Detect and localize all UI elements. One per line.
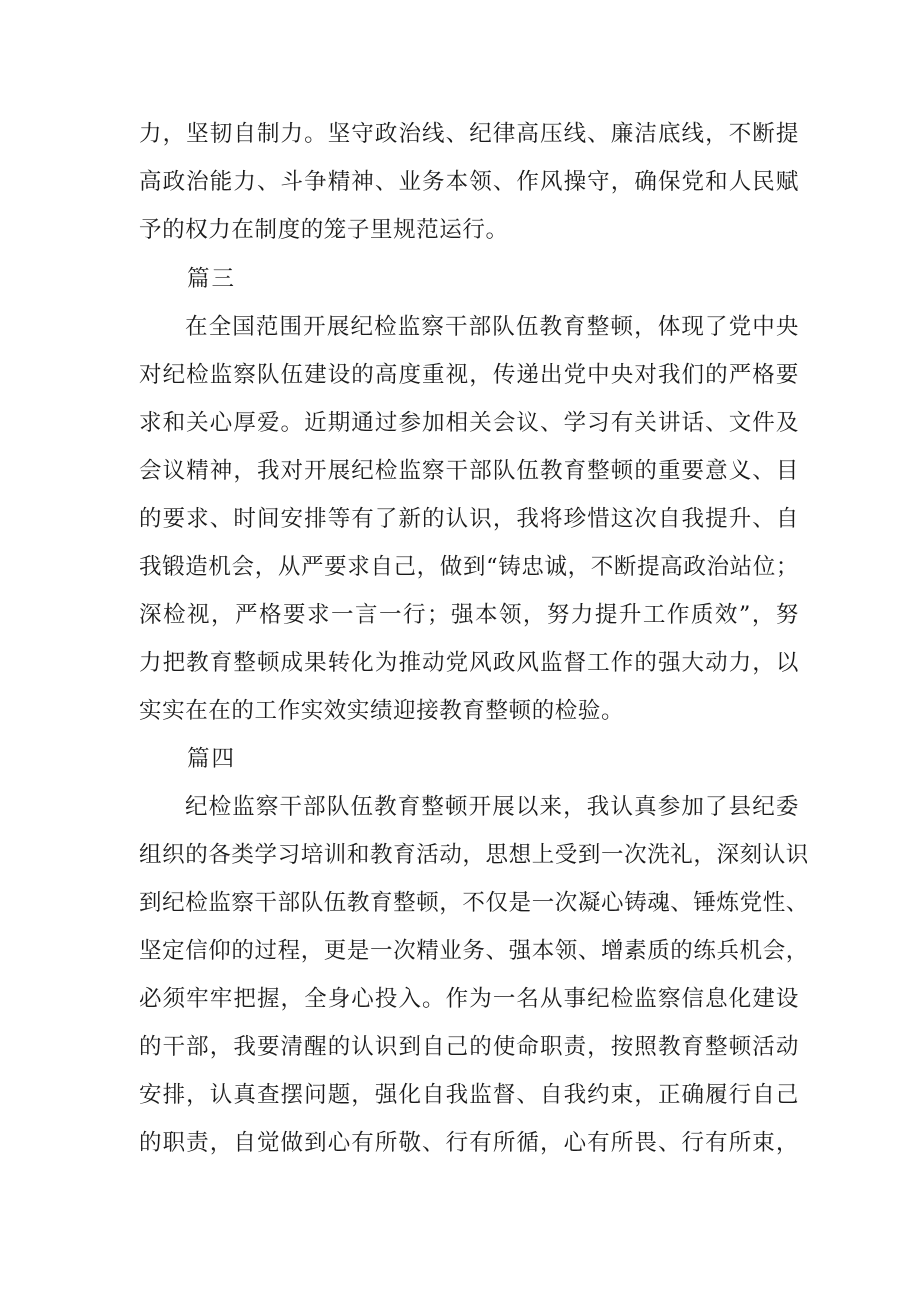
paragraph-line: 对纪检监察队伍建设的高度重视，传递出党中央对我们的严格要 bbox=[139, 362, 799, 388]
section-heading: 篇三 bbox=[187, 266, 237, 292]
paragraph-line: 予的权力在制度的笼子里规范运行。 bbox=[139, 217, 509, 243]
paragraph-line: 组织的各类学习培训和教育活动，思想上受到一次洗礼，深刻认识 bbox=[139, 842, 809, 868]
paragraph-line: 的干部，我要清醒的认识到自己的使命职责，按照教育整顿活动 bbox=[139, 1034, 799, 1060]
paragraph-line: 必须牢牢把握，全身心投入。作为一名从事纪检监察信息化建设 bbox=[139, 986, 799, 1012]
paragraph-line: 在全国范围开展纪检监察干部队伍教育整顿，体现了党中央 bbox=[185, 314, 799, 340]
paragraph-line: 深检视，严格要求一言一行；强本领，努力提升工作质效”，努 bbox=[139, 602, 799, 628]
paragraph-line: 我锻造机会，从严要求自己，做到“铸忠诚，不断提高政治站位； bbox=[139, 554, 799, 580]
section-heading: 篇四 bbox=[187, 746, 237, 772]
paragraph-line: 会议精神，我对开展纪检监察干部队伍教育整顿的重要意义、目 bbox=[139, 458, 799, 484]
paragraph-line: 的要求、时间安排等有了新的认识，我将珍惜这次自我提升、自 bbox=[139, 506, 799, 532]
paragraph-line: 求和关心厚爱。近期通过参加相关会议、学习有关讲话、文件及 bbox=[139, 410, 799, 436]
paragraph-line: 坚定信仰的过程，更是一次精业务、强本领、增素质的练兵机会， bbox=[139, 938, 809, 964]
paragraph-line: 纪检监察干部队伍教育整顿开展以来，我认真参加了县纪委 bbox=[185, 794, 799, 820]
paragraph-line: 力把教育整顿成果转化为推动党风政风监督工作的强大动力，以 bbox=[139, 650, 799, 676]
paragraph-line: 实实在在的工作实效实绩迎接教育整顿的检验。 bbox=[139, 698, 625, 724]
paragraph-line: 力，坚韧自制力。坚守政治线、纪律高压线、廉洁底线，不断提 bbox=[139, 121, 799, 147]
paragraph-line: 到纪检监察干部队伍教育整顿，不仅是一次凝心铸魂、锤炼党性、 bbox=[139, 890, 809, 916]
paragraph-line: 的职责，自觉做到心有所敬、行有所循，心有所畏、行有所束， bbox=[139, 1130, 799, 1156]
paragraph-line: 安排，认真查摆问题，强化自我监督、自我约束，正确履行自己 bbox=[139, 1082, 799, 1108]
paragraph-line: 高政治能力、斗争精神、业务本领、作风操守，确保党和人民赋 bbox=[139, 169, 799, 195]
